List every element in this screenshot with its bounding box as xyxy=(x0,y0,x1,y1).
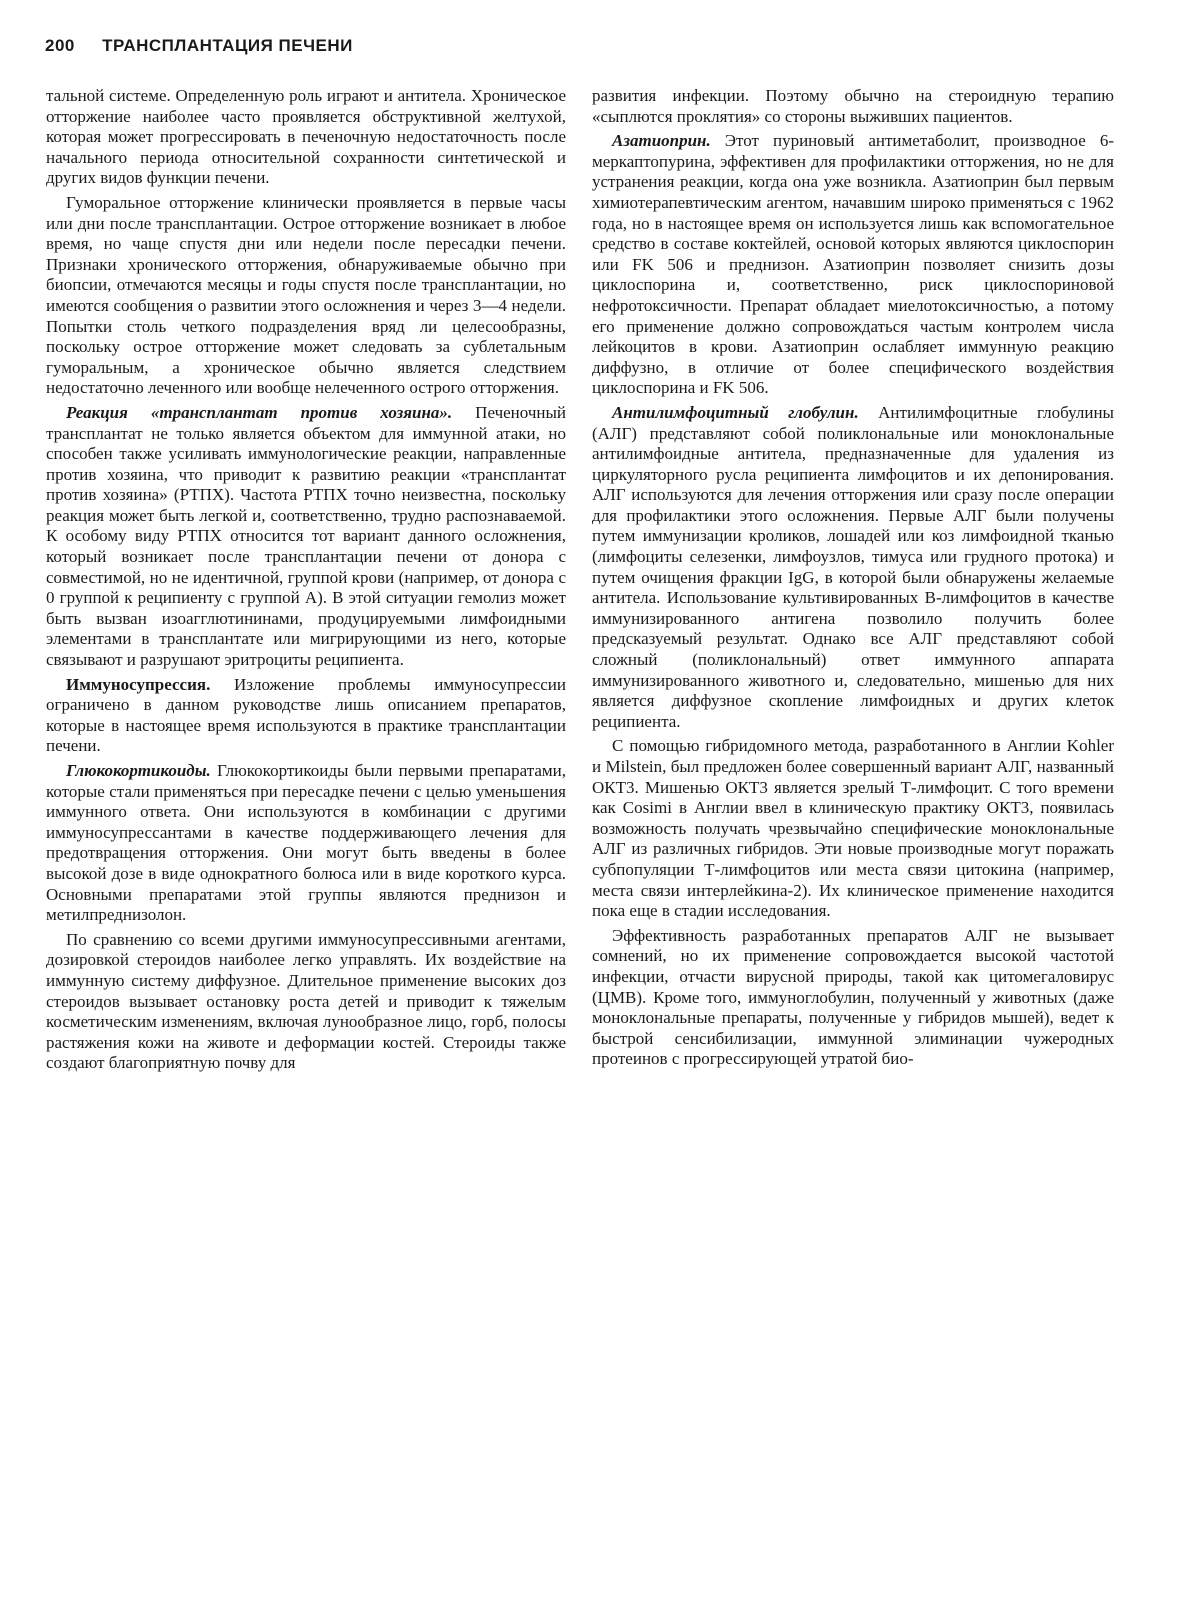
chapter-title: ТРАНСПЛАНТАЦИЯ ПЕЧЕНИ xyxy=(102,36,353,55)
paragraph xyxy=(46,86,566,189)
paragraph-text: Антилимфоцитные глобулины (АЛГ) представляют собой поликлональные или моноклональные антилимфоидные антитела, предназначенные для удаления из циркуляторного русла реципиента лимфоцитов и их депонирования. АЛГ используются для лечения отторжения или сразу после операции для профилактики этого осложнения. Первые АЛГ были получены путем иммунизации кроликов, лошадей или коз лимфоидной тканью (лимфоциты селезенки, лимфоузлов, тимуса или грудного протока) и путем очищения фракции IgG, в которой были обнаружены желаемые антитела. Использование культивированных В-лимфоцитов в качестве иммунизированного антигена позволило получить более предсказуемый результат. Однако все АЛГ представляют собой сложный (поликлональный) ответ иммунного аппарата иммунизированного животного и, следовательно, мишенью для них является диффузное скопление лимфоидных и других клеток реципиента. xyxy=(592,402,1114,731)
paragraph xyxy=(46,761,566,926)
paragraph-text: Глюкокортикоиды были первыми препаратами, которые стали применяться при пересадке печени с целью уменьшения иммунного ответа. Они используются в комбинации с другими иммуносупрессантами в качестве поддерживающего лечения для предотвращения отторжения. Они могут быть введены в более высокой дозе в виде однократного болюса или в виде короткого курса. Основными препаратами этой группы являются преднизон и метилпреднизолон. xyxy=(46,761,566,925)
paragraph xyxy=(592,926,1114,1070)
paragraph-text: С помощью гибридомного метода, разработанного в Англии Kohler и Milstein, был предложен более совершенный вариант АЛГ, названный ОКТ3. Мишенью ОКТ3 является зрелый Т-лимфоцит. С того времени как Cosimi в Англии ввел в клиническую практику ОКТ3, появилась возможность получать чрезвычайно специфические моноклональные АЛГ из различных гибридов. Эти новые производные могут поражать субпопуляции Т-лимфоцитов или места связи цитокина (например, места связи интерлейкина-2). Их клиническое применение находится пока еще в стадии исследования. xyxy=(592,736,1114,921)
paragraph xyxy=(592,403,1114,733)
paragraph xyxy=(46,403,566,671)
paragraph-text: По сравнению со всеми другими иммуносупрессивными агентами, дозировкой стероидов наиболее легко управлять. Их воздействие на иммунную систему диффузное. Длительное применение высоких доз стероидов вызывает остановку роста детей и приводит к тяжелым косметическим изменениям, включая лунообразное лицо, горб, полосы растяжения кожи на животе и деформации костей. Стероиды также создают благоприятную почву для xyxy=(46,929,566,1073)
paragraph-text: Изложение проблемы иммуносупрессии ограничено в данном руководстве лишь описанием препаратов, которые в настоящее время используются в практике трансплантации печени. xyxy=(46,674,566,756)
paragraph xyxy=(592,131,1114,399)
paragraph-text: Печеночный трансплантат не только является объектом для иммунной атаки, но способен также усиливать иммунологические реакции, направленные против хозяина, что приводит к развитию реакции «трансплантат против хозяина» (РТПХ). Частота РТПХ точно неизвестна, поскольку реакция может быть легкой и, соответственно, трудно распознаваемой. К особому виду РТПХ относится тот вариант данного осложнения, который возникает после трансплантации печени от донора с совместимой, но не идентичной, группой крови (например, от донора с 0 группой к реципиенту с группой А). В этой ситуации гемолиз может быть вызван изоагглютининами, продуцируемыми лимфоидными элементами в трансплантате или мигрирующими из него, которые связывают и разрушают эритроциты реципиента. xyxy=(46,402,566,670)
paragraph-text: Этот пуриновый антиметаболит, производное 6-меркаптопурина, эффективен для профилактики отторжения, но не для устранения реакции, когда она уже возникла. Азатиоприн был первым химиотерапевтическим агентом, начавшим широко применяться с 1962 года, но в настоящее время он используется лишь как вспомогательное средство в составе коктейлей, основой которых являются циклоспорин или FK 506 и преднизон. Азатиоприн позволяет снизить дозы циклоспорина и, соответственно, риск циклоспориновой нефротоксичности. Препарат обладает миелотоксичностью, а потому его применение должно сопровождаться частым контролем числа лейкоцитов в крови. Азатиоприн ослабляет иммунную реакцию диффузно, в отличие от более специфического воздействия циклоспорина и FK 506. xyxy=(592,131,1114,398)
run-in-heading: Азатиоприн. xyxy=(612,131,711,151)
run-in-heading: Антилимфоцитный глобулин. xyxy=(612,402,859,422)
paragraph xyxy=(46,930,566,1074)
paragraph-text: тальной системе. Определенную роль играют и антитела. Хроническое отторжение наиболее часто проявляется обструктивной желтухой, которая может прогрессировать в печеночную недостаточность после начального периода относительной сохранности синтетической и других видов функции печени. xyxy=(46,86,566,188)
paragraph xyxy=(592,736,1114,921)
right-column xyxy=(592,86,1114,1070)
paragraph-text: развития инфекции. Поэтому обычно на стероидную терапию «сыплются проклятия» со стороны выживших пациентов. xyxy=(592,86,1114,126)
paragraph-text: Гуморальное отторжение клинически проявляется в первые часы или дни после трансплантации. Острое отторжение возникает в любое время, но чаще спустя дни или недели после пересадки печени. Признаки хронического отторжения, обнаруживаемые обычно при биопсии, отмечаются месяцы и годы спустя после трансплантации, но имеются сообщения о развитии этого осложнения и через 3—4 недели. Попытки столь четкого подразделения вряд ли целесообразны, поскольку острое отторжение может следовать за сублетальным гуморальным, а хроническое обычно является следствием недостаточно леченного или вообще нелеченного острого отторжения. xyxy=(46,192,566,398)
paragraph xyxy=(46,193,566,399)
paragraph xyxy=(46,675,566,757)
paragraph-text: Эффективность разработанных препаратов АЛГ не вызывает сомнений, но их применение сопровождается высокой частотой инфекции, отчасти вирусной природы, такой как цитомегаловирус (ЦМВ). Кроме того, иммуноглобулин, полученный у животных (даже моноклональные препараты, полученные у гибридов мышей), ведет к быстрой сенсибилизации, иммунной элиминации чужеродных протеинов с прогрессирующей утратой био- xyxy=(592,925,1114,1069)
left-column xyxy=(46,86,566,1074)
running-header xyxy=(45,36,353,56)
run-in-heading: Иммуносупрессия. xyxy=(66,674,211,694)
paragraph xyxy=(592,86,1114,127)
run-in-heading: Реакция «трансплантат против хозяина». xyxy=(66,402,453,422)
page-number: 200 xyxy=(45,36,75,55)
run-in-heading: Глюкокортикоиды. xyxy=(66,761,211,780)
